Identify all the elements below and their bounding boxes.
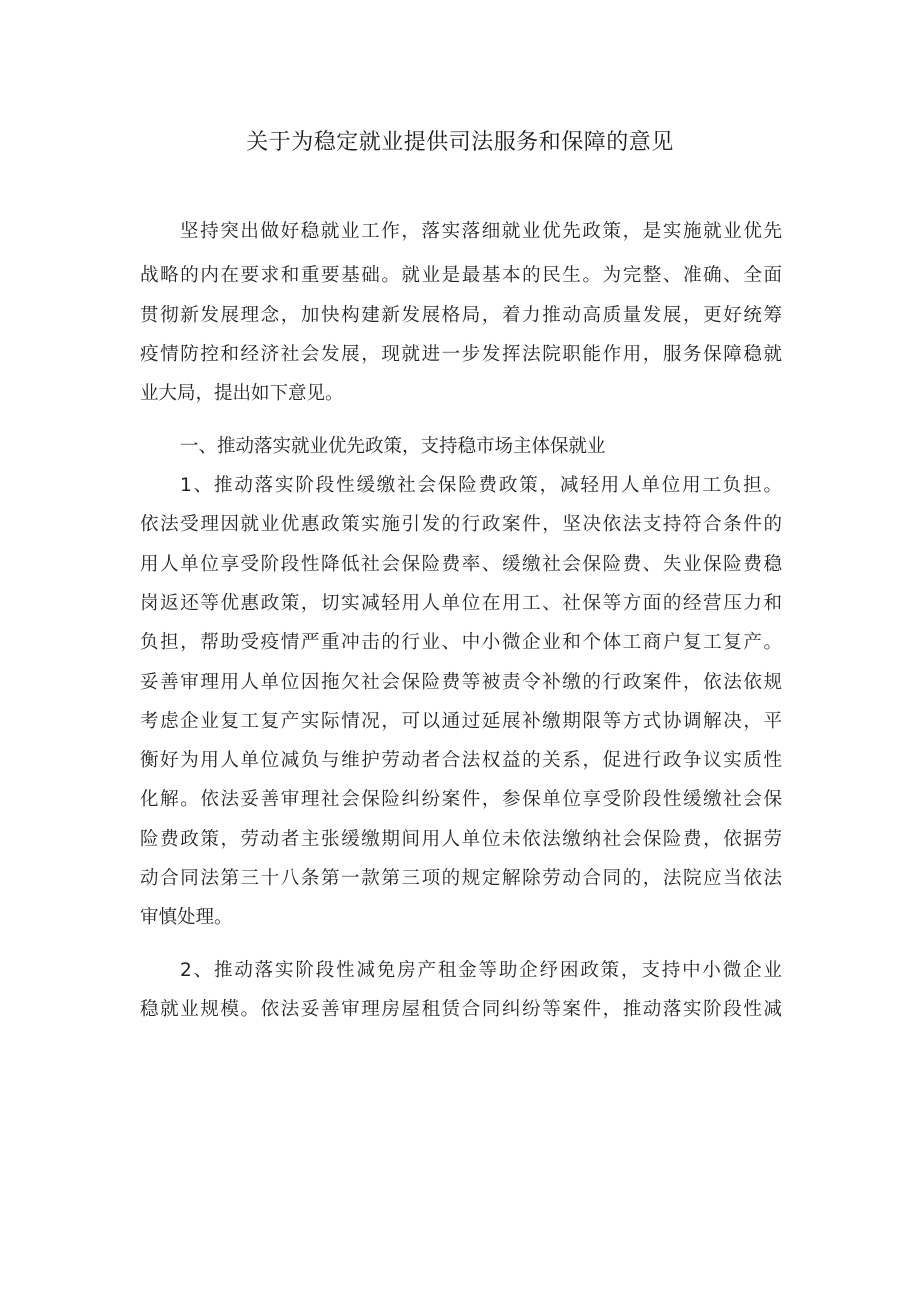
item-1-line-4: 岗返还等优惠政策，切实减轻用人单位在用工、社保等方面的经营压力和 [140, 593, 782, 614]
item-2-line-1: 2、推动落实阶段性减免房产租金等助企纾困政策，支持中小微企业 [180, 960, 782, 981]
item-1-line-6: 妥善审理用人单位因拖欠社会保险费等被责令补缴的行政案件，依法依规 [140, 672, 782, 693]
document-title: 关于为稳定就业提供司法服务和保障的意见 [246, 130, 674, 155]
item-1-line-5: 负担，帮助受疫情严重冲击的行业、中小微企业和个体工商户复工复产。 [140, 632, 782, 653]
item-2-line-2: 稳就业规模。依法妥善审理房屋租赁合同纠纷等案件，推动落实阶段性减 [140, 999, 782, 1020]
preamble-line-5: 业大局，提出如下意见。 [140, 383, 344, 404]
item-1-line-3: 用人单位享受阶段性降低社会保险费率、缓缴社会保险费、失业保险费稳 [140, 554, 782, 575]
item-1-line-1: 1、推动落实阶段性缓缴社会保险费政策，减轻用人单位用工负担。 [180, 475, 782, 496]
item-1-line-7: 考虑企业复工复产实际情况，可以通过延展补缴期限等方式协调解决，平 [140, 711, 782, 732]
preamble-line-3: 贯彻新发展理念，加快构建新发展格局，着力推动高质量发展，更好统筹 [140, 305, 782, 326]
preamble-line-4: 疫情防控和经济社会发展，现就进一步发挥法院职能作用，服务保障稳就 [140, 344, 782, 365]
item-1-line-10: 险费政策，劳动者主张缓缴期间用人单位未依法缴纳社会保险费，依据劳 [140, 829, 782, 850]
item-1-line-9: 化解。依法妥善审理社会保险纠纷案件，参保单位享受阶段性缓缴社会保 [140, 789, 782, 810]
section-heading-1: 一、推动落实就业优先政策，支持稳市场主体保就业 [180, 436, 606, 457]
item-1-line-2: 依法受理因就业优惠政策实施引发的行政案件，坚决依法支持符合条件的 [140, 514, 782, 535]
item-1-line-11: 动合同法第三十八条第一款第三项的规定解除劳动合同的，法院应当依法 [140, 868, 782, 889]
item-1-line-12: 审慎处理。 [140, 907, 233, 928]
item-1-line-8: 衡好为用人单位减负与维护劳动者合法权益的关系，促进行政争议实质性 [140, 750, 782, 771]
preamble-line-2: 战略的内在要求和重要基础。就业是最基本的民生。为完整、准确、全面 [140, 265, 782, 286]
preamble-line-1: 坚持突出做好稳就业工作，落实落细就业优先政策，是实施就业优先 [180, 221, 782, 242]
